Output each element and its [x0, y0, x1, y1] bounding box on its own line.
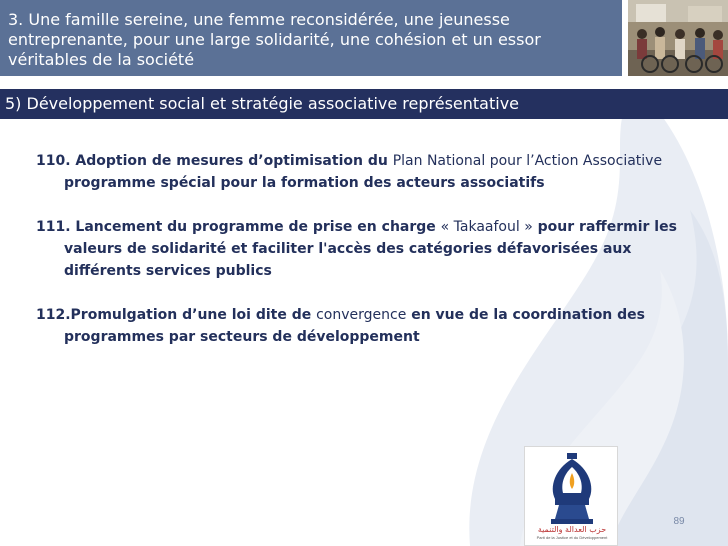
item-text-bold: 111. Lancement du programme de prise en charge [36, 219, 441, 235]
item-text-normal: Plan National pour l’Action Associative [392, 153, 663, 169]
section-title: 5) Développement social et stratégie associative représentative [5, 94, 520, 113]
item-text-normal: convergence [316, 307, 407, 323]
header-photo [628, 0, 728, 76]
item-text-bold: 110. Adoption de mesures d’optimisation du [36, 153, 393, 169]
item-text-normal: « Takaafoul » [440, 219, 533, 235]
list-item [36, 304, 696, 348]
photo-image [628, 0, 728, 76]
party-logo [524, 446, 618, 546]
title-line: 3. Une famille sereine, une femme reconsidérée, une jeunesse [8, 10, 510, 29]
measures-list [36, 150, 696, 370]
logo-text-ar: حزب العدالة والتنمية [537, 525, 607, 534]
list-item [36, 150, 696, 194]
title-line: entreprenante, pour une large solidarité, une cohésion et un essor [8, 30, 541, 49]
title-line: véritables de la société [8, 50, 195, 69]
page-title [8, 10, 608, 70]
logo-text-fr: Parti de la Justice et du Développement [536, 535, 608, 540]
section-bar [0, 89, 728, 119]
item-text-bold: en vue de la coordination des programmes par secteurs de développement [64, 307, 645, 345]
list-item [36, 216, 696, 282]
page-number: 89 [673, 516, 685, 527]
item-text-bold: 112.Promulgation d’une loi dite de [36, 307, 317, 323]
item-text-bold: pour raffermir les valeurs de solidarité et faciliter l'accès des catégories défavorisées aux différents services publics [64, 219, 677, 279]
item-text-bold: programme spécial pour la formation des acteurs associatifs [64, 175, 545, 191]
